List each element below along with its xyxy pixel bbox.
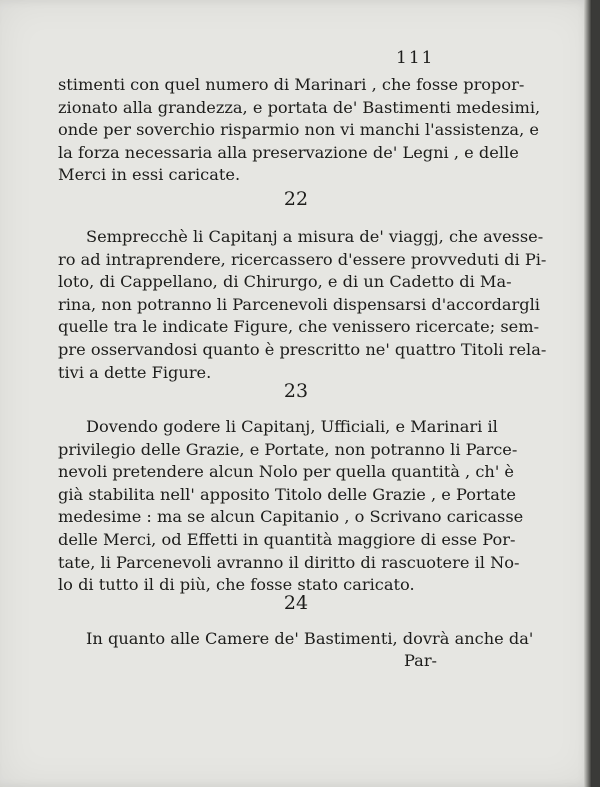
text-line: loto, di Cappellano, di Chirurgo, e di un Cadetto di Ma- xyxy=(58,272,512,292)
paragraph-23 xyxy=(58,416,524,597)
text-line: già stabilita nell' apposito Titolo delle Grazie , e Portate xyxy=(58,484,516,504)
text-line: tate, li Parcenevoli avranno il diritto di rascuotere il No- xyxy=(58,552,520,572)
text-line: nevoli pretendere alcun Nolo per quella quantità , ch' è xyxy=(58,462,515,482)
text-line: Semprecchè li Capitanj a misura de' viaggj, che avesse- xyxy=(86,227,544,246)
text-line: zionato alla grandezza, e portata de' Bastimenti medesimi, xyxy=(58,97,541,117)
text-line: la forza necessaria alla preservazione de' Legni , e delle xyxy=(58,142,519,162)
text-line: onde per soverchio risparmio non vi manchi l'assistenza, e xyxy=(58,120,539,140)
section-heading-24: 24 xyxy=(283,592,309,614)
text-line: lo di tutto il di più, che fosse stato caricato. xyxy=(58,575,415,595)
text-line: In quanto alle Camere de' Bastimenti, dovrà anche da' xyxy=(86,629,534,648)
text-line: privilegio delle Grazie, e Portate, non potranno li Parce- xyxy=(58,439,518,459)
section-heading-22: 22 xyxy=(283,188,309,210)
text-line: tivi a dette Figure. xyxy=(58,362,212,382)
paragraph-24 xyxy=(58,628,534,651)
paragraph-22 xyxy=(58,226,547,384)
text-line: quelle tra le indicate Figure, che venissero ricercate; sem- xyxy=(58,317,540,337)
text-line: medesime : ma se alcun Capitanio , o Scrivano caricasse xyxy=(58,507,524,527)
text-line: delle Merci, od Effetti in quantità maggiore di esse Por- xyxy=(58,529,516,549)
paragraph-continuation xyxy=(58,74,541,187)
text-line: Merci in essi caricate. xyxy=(58,165,241,185)
text-line: rina, non potranno li Parcenevoli dispensarsi d'accordargli xyxy=(58,294,540,314)
text-line: stimenti con quel numero di Marinari , che fosse propor- xyxy=(58,75,525,94)
section-heading-23: 23 xyxy=(283,380,309,402)
text-line: ro ad intraprendere, ricercassero d'essere provveduti di Pi- xyxy=(58,249,547,269)
text-line: Dovendo godere li Capitanj, Ufficiali, e Marinari il xyxy=(86,417,498,436)
catchword: Par- xyxy=(404,651,438,670)
text-line: pre osservandosi quanto è prescritto ne' quattro Titoli rela- xyxy=(58,339,547,359)
page-number: 111 xyxy=(396,48,435,68)
